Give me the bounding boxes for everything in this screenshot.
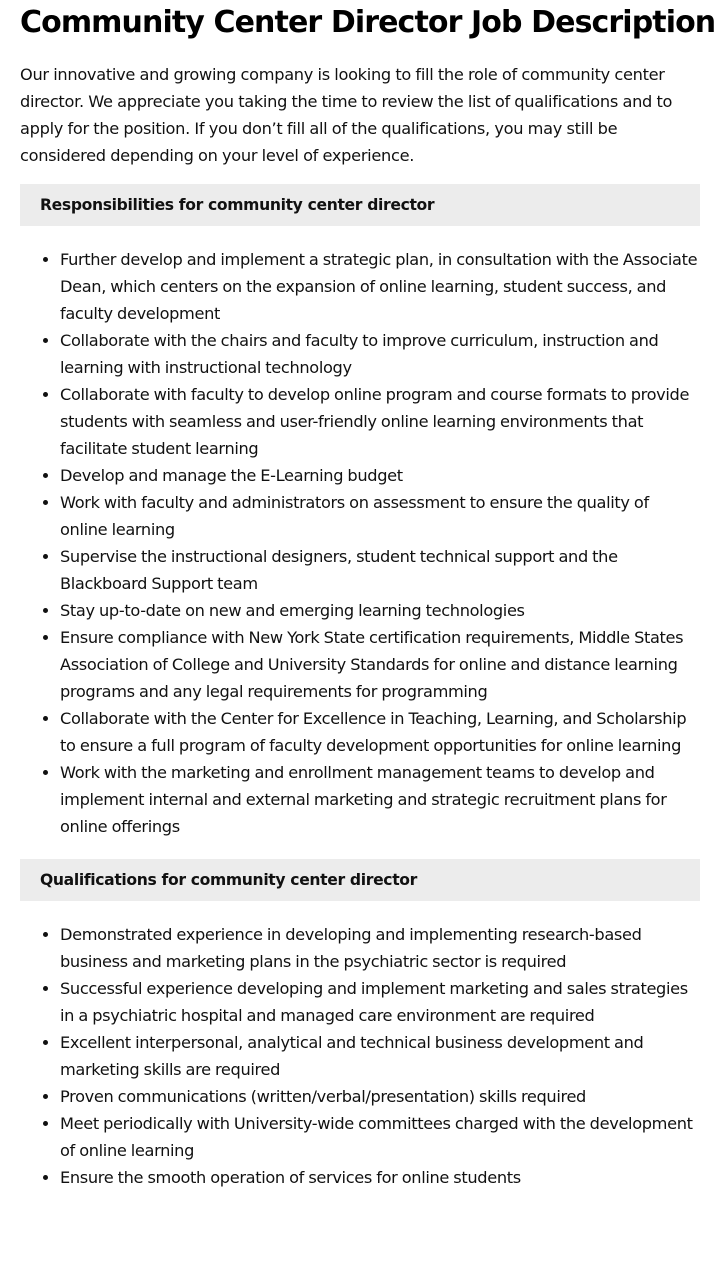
list-item: • Work with the marketing and enrollment management teams to develop and implement internal and external marketing and strategic recruitment plans for online offerings [60,759,700,840]
list-item: • Excellent interpersonal, analytical and technical business development and marketing skills are required [60,1029,700,1083]
list-item: • Supervise the instructional designers, student technical support and the Blackboard Support team [60,543,700,597]
list-item: • Collaborate with the chairs and faculty to improve curriculum, instruction and learning with instructional technology [60,327,700,381]
list-item: • Demonstrated experience in developing and implementing research-based business and marketing plans in the psychiatric sector is required [60,921,700,975]
responsibilities-list [20,246,700,840]
list-item: • Further develop and implement a strategic plan, in consultation with the Associate Dean, which centers on the expansion of online learning, student success, and faculty development [60,246,700,327]
list-item: • Work with faculty and administrators on assessment to ensure the quality of online learning [60,489,700,543]
list-item: • Proven communications (written/verbal/presentation) skills required [60,1083,700,1110]
list-item: • Successful experience developing and implement marketing and sales strategies in a psychiatric hospital and managed care environment are required [60,975,700,1029]
qualifications-list [20,921,700,1191]
list-item: • Meet periodically with University-wide committees charged with the development of online learning [60,1110,700,1164]
list-item: • Ensure the smooth operation of services for online students [60,1164,700,1191]
qualifications-heading: Qualifications for community center director [20,859,700,901]
list-item: • Collaborate with faculty to develop online program and course formats to provide students with seamless and user-friendly online learning environments that facilitate student learning [60,381,700,462]
list-item: • Develop and manage the E-Learning budget [60,462,700,489]
list-item: • Ensure compliance with New York State certification requirements, Middle States Association of College and University Standards for online and distance learning programs and any legal requirements for programming [60,624,700,705]
page-title: Community Center Director Job Description [20,5,716,40]
responsibilities-heading: Responsibilities for community center director [20,184,700,226]
intro-paragraph: Our innovative and growing company is looking to fill the role of community center director. We appreciate you taking the time to review the list of qualifications and to apply for the position. If you don’t fill all of the qualifications, you may still be considered depending on your level of experience. [20,65,673,165]
list-item: • Collaborate with the Center for Excellence in Teaching, Learning, and Scholarship to ensure a full program of faculty development opportunities for online learning [60,705,700,759]
list-item: • Stay up-to-date on new and emerging learning technologies [60,597,700,624]
